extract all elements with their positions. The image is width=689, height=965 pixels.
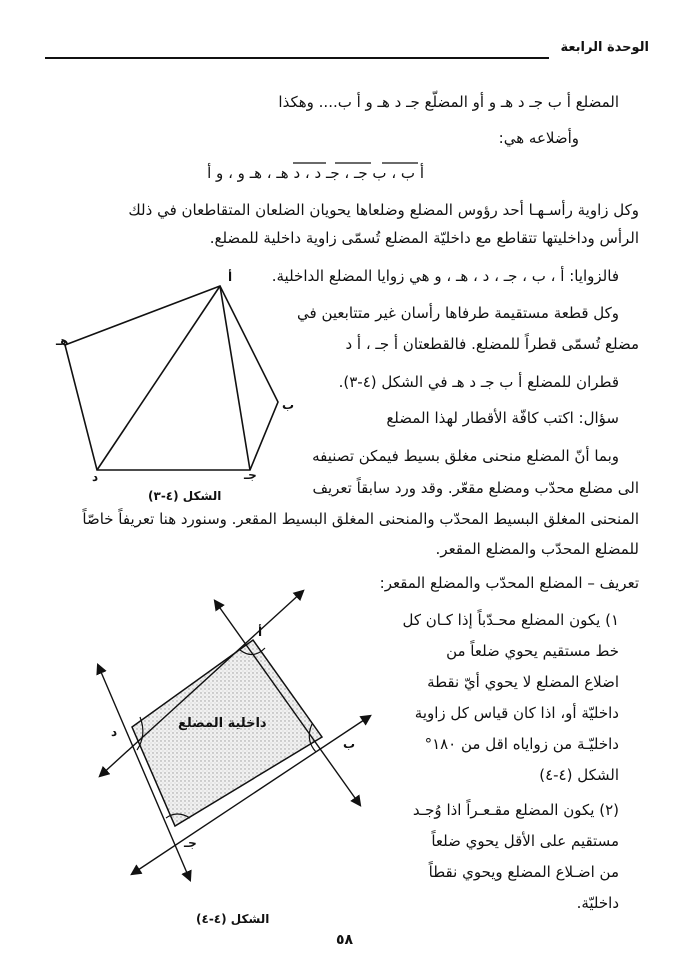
text-line-12: الى مضلع محدّب ومضلع مقعّر. وقد ورد سابقاً تعريف (312, 479, 639, 497)
text-line-9: قطران للمضلع أ ب جـ د هـ في الشكل (٤-٣). (338, 373, 619, 391)
text-line-13: المنحنى المغلق البسيط المحدّب والمنحنى المغلق البسيط المقعر. وسنورد هنا تعريفاً خاصّاً (82, 510, 639, 528)
text-line-6: فالزوايا: أ ، ب ، جـ ، د ، هـ ، و هي زوايا المضلع الداخلية. (271, 267, 619, 285)
quadrilateral-interior (132, 640, 322, 826)
figure-4-4-caption: الشكل (٤-٤) (196, 912, 270, 926)
fig1-label-h: هـ (56, 334, 69, 348)
text-line-25: داخليّة. (576, 894, 619, 912)
text-line-1: المضلع أ ب جـ د هـ و أو المضلّع جـ د هـ و أ ب.... وهكذا (278, 93, 619, 111)
fig2-label-a: أ (258, 625, 263, 639)
text-line-11: وبما أنّ المضلع منحنى مغلق بسيط فيمكن تصنيفه (312, 447, 619, 465)
text-line-17: خط مستقيم يحوي ضلعاً من (446, 642, 619, 660)
text-line-14: للمضلع المحدّب والمضلع المقعر. (435, 540, 639, 558)
text-line-10-question: سؤال: اكتب كافّة الأقطار لهذا المضلع (386, 409, 619, 427)
fig2-label-d: د (111, 725, 118, 739)
text-line-5: الرأس وداخليتها تتقاطع مع داخليّة المضلع تُسمّى زاوية داخلية للمضلع. (209, 229, 639, 247)
fig1-label-b: ب (282, 398, 295, 412)
text-line-24: من اضـلاع المضلع ويحوي نقطاً (428, 863, 619, 881)
page-number: ٥٨ (335, 932, 354, 948)
fig1-label-a: أ (228, 270, 233, 284)
text-line-4: وكل زاوية رأسـهـا أحد رؤوس المضلع وضلعاها يحويان الضلعان المتقاطعان في ذلك (128, 201, 639, 219)
text-line-3-sides: أ ب ، ب جـ ، جـ د ، د هـ ، هـ و ، و أ (207, 164, 424, 182)
fig1-label-d: د (92, 470, 99, 484)
text-line-7: وكل قطعة مستقيمة طرفاها رأسان غير متتابعين في (297, 304, 619, 322)
fig2-label-j: جـ (184, 836, 197, 850)
figure-4-3-caption: الشكل (٤-٣) (148, 489, 222, 503)
fig2-label-b: ب (343, 737, 356, 751)
text-line-21: الشكل (٤-٤) (539, 766, 619, 784)
text-line-22: (٢) يكون المضلع مقـعـراً اذا وُجـد (412, 801, 619, 819)
fig1-label-j: جـ (244, 468, 257, 482)
text-line-16: ١) يكون المضلع محـدّباً إذا كـان كل (402, 611, 619, 629)
text-line-18: اضلاع المضلع لا يحوي أيّ نقطة (427, 673, 619, 691)
text-line-20: داخليّـة من زواياه اقل من ١٨٠° (424, 735, 619, 753)
unit-header-title: الوحدة الرابعة (560, 40, 649, 55)
polygon-interior-label: داخلية المضلع (178, 716, 267, 731)
text-line-15-definition: تعريف – المضلع المحدّب والمضلع المقعر: (379, 574, 639, 592)
text-line-8: مضلع تُسمّى قطراً للمضلع. فالقطعتان أ جـ ، أ د (345, 335, 639, 353)
text-line-2: وأضلاعه هي: (498, 129, 579, 147)
text-line-19: داخليّة أو، اذا كان قياس كل زاوية (414, 704, 619, 722)
text-line-23: مستقيم على الأقل يحوي ضلعاً (431, 832, 619, 850)
